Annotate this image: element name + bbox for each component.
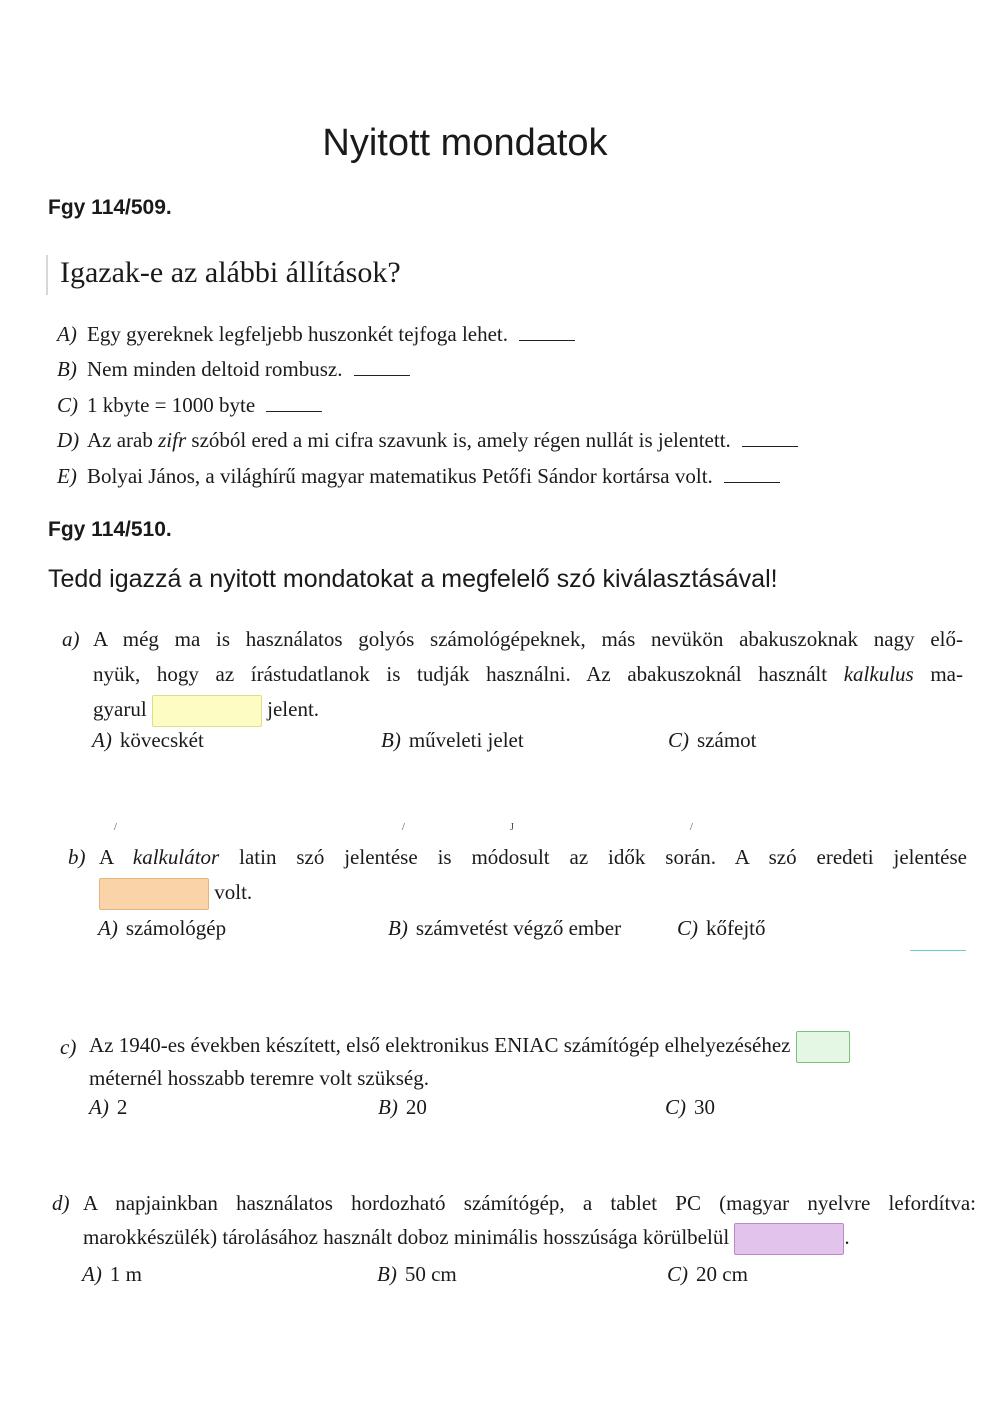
option-text: számot [697, 728, 757, 752]
statement-letter: A) [57, 322, 77, 346]
exercise-ref-509: Fgy 114/509. [48, 196, 172, 219]
option-c-B[interactable] [378, 1095, 427, 1120]
option-text: kövecskét [119, 728, 204, 752]
answer-box-b[interactable] [99, 878, 209, 910]
statement-text-before: Az arab [87, 428, 159, 452]
statement-b [57, 357, 410, 382]
answer-blank-e[interactable] [724, 468, 780, 483]
option-a-B[interactable] [381, 728, 524, 753]
option-letter: A) [92, 728, 112, 752]
option-text: 2 [116, 1095, 128, 1119]
option-text: 1 m [109, 1262, 142, 1286]
statement-letter: B) [57, 357, 77, 381]
option-letter: B) [377, 1262, 397, 1286]
answer-blank-d[interactable] [742, 432, 798, 447]
answer-blank-a[interactable] [519, 326, 575, 341]
answer-box-c[interactable] [796, 1031, 850, 1063]
question-a-line1: A még ma is használatos golyós számológépeknek, más nevükön abakuszoknak nagy elő- [93, 627, 963, 651]
option-a-C[interactable] [668, 728, 756, 753]
question-b-letter [68, 840, 86, 875]
option-b-A[interactable] [98, 916, 226, 941]
option-text: 20 [405, 1095, 427, 1119]
statement-e [57, 464, 780, 489]
statement-letter: E) [57, 464, 77, 488]
line-part: volt. [214, 880, 253, 904]
option-letter: A) [98, 916, 118, 940]
line-part: gyarul [93, 697, 147, 721]
option-letter: C) [665, 1095, 686, 1119]
option-letter: B) [378, 1095, 398, 1119]
option-d-B[interactable] [377, 1262, 457, 1287]
question-a-line3 [93, 692, 963, 727]
option-b-C[interactable] [677, 916, 765, 941]
statement-letter: D) [57, 428, 80, 452]
statement-text: Bolyai János, a világhírű magyar matematikus Petőfi Sándor kortársa volt. [87, 464, 713, 488]
scan-mark: / [114, 822, 117, 833]
option-letter: C) [677, 916, 698, 940]
question-d-text [83, 1186, 976, 1255]
exercise-ref-510: Fgy 114/510. [48, 518, 172, 541]
question-c-text [89, 1030, 959, 1093]
instruction-text: Tedd igazzá a nyitott mondatokat a megfelelő szó kiválasztásával! [48, 565, 778, 593]
option-letter: B) [381, 728, 401, 752]
option-d-C[interactable] [667, 1262, 748, 1287]
statement-text: Nem minden deltoid rombusz. [87, 357, 343, 381]
option-text: 30 [694, 1095, 715, 1119]
scan-line-artifact [910, 950, 966, 951]
option-text: kőfejtő [706, 916, 766, 940]
option-text: számológép [125, 916, 227, 940]
question-c-line1 [89, 1030, 959, 1063]
option-text: 50 cm [404, 1262, 457, 1286]
scan-mark: J [510, 822, 514, 833]
statement-italic-word: zifr [158, 428, 187, 452]
italic-term: kalkulus [843, 662, 914, 686]
line-part: . [844, 1225, 850, 1249]
scan-mark: / [690, 822, 693, 833]
page-title: Nyitott mondatok [322, 122, 608, 164]
line-part: latin szó jelentése is módosult az idők során. A szó eredeti jelentése [219, 845, 967, 869]
option-letter: A) [82, 1262, 102, 1286]
answer-blank-c[interactable] [266, 397, 322, 412]
line-part: jelent. [267, 697, 320, 721]
option-a-A[interactable] [92, 728, 204, 753]
line-part: nyük, hogy az írástudatlanok is tudják használni. Az abakuszoknál használt [93, 662, 844, 686]
statement-d [57, 428, 798, 453]
line-part: A [99, 845, 133, 869]
italic-term: kalkulátor [132, 845, 220, 869]
question-c-letter [60, 1030, 76, 1065]
line-part: marokkészülék) tárolásához használt doboz minimális hosszúsága körülbelül [83, 1225, 730, 1249]
question-c-line2: méternél hosszabb teremre volt szükség. [89, 1066, 429, 1091]
question-a-letter [62, 622, 80, 657]
line-part: Az 1940-es években készített, első elektronikus ENIAC számítógép elhelyezéséhez [89, 1033, 791, 1057]
option-text: 20 cm [696, 1262, 748, 1286]
answer-box-d[interactable] [734, 1223, 844, 1255]
option-text: műveleti jelet [408, 728, 524, 752]
question-d-line2 [83, 1220, 976, 1255]
statement-letter: C) [57, 393, 78, 417]
statement-text: 1 kbyte = 1000 byte [87, 393, 256, 417]
question-d-line1: A napjainkban használatos hordozható számítógép, a tablet PC (magyar nyelvre lefordítva: [83, 1191, 976, 1215]
option-text: számvetést végző ember [415, 916, 622, 940]
statement-text: Egy gyereknek legfeljebb huszonkét tejfoga lehet. [87, 322, 509, 346]
option-d-A[interactable] [82, 1262, 142, 1287]
question-b-line1 [99, 840, 967, 875]
option-c-A[interactable] [89, 1095, 127, 1120]
question-letter: a) [62, 627, 80, 651]
answer-blank-b[interactable] [354, 361, 410, 376]
true-false-heading: Igazak-e az alábbi állítások? [60, 256, 401, 289]
heading-divider [46, 255, 48, 295]
question-a-text [93, 622, 963, 727]
question-b-line2 [99, 875, 967, 910]
answer-box-a[interactable] [152, 695, 262, 727]
option-letter: C) [668, 728, 689, 752]
question-letter: d) [52, 1191, 70, 1215]
option-letter: A) [89, 1095, 109, 1119]
option-c-C[interactable] [665, 1095, 715, 1120]
option-b-B[interactable] [388, 916, 621, 941]
option-letter: C) [667, 1262, 688, 1286]
question-letter: b) [68, 845, 86, 869]
statement-a [57, 322, 575, 347]
question-letter: c) [60, 1035, 77, 1059]
option-letter: B) [388, 916, 408, 940]
line-part: ma- [913, 662, 963, 686]
scan-mark: / [402, 822, 405, 833]
statement-text-after: szóból ered a mi cifra szavunk is, amely régen nullát is jelentett. [186, 428, 731, 452]
question-b-text [99, 840, 967, 910]
statement-c [57, 393, 322, 418]
question-d-letter [52, 1186, 70, 1221]
question-a-line2 [93, 657, 963, 692]
